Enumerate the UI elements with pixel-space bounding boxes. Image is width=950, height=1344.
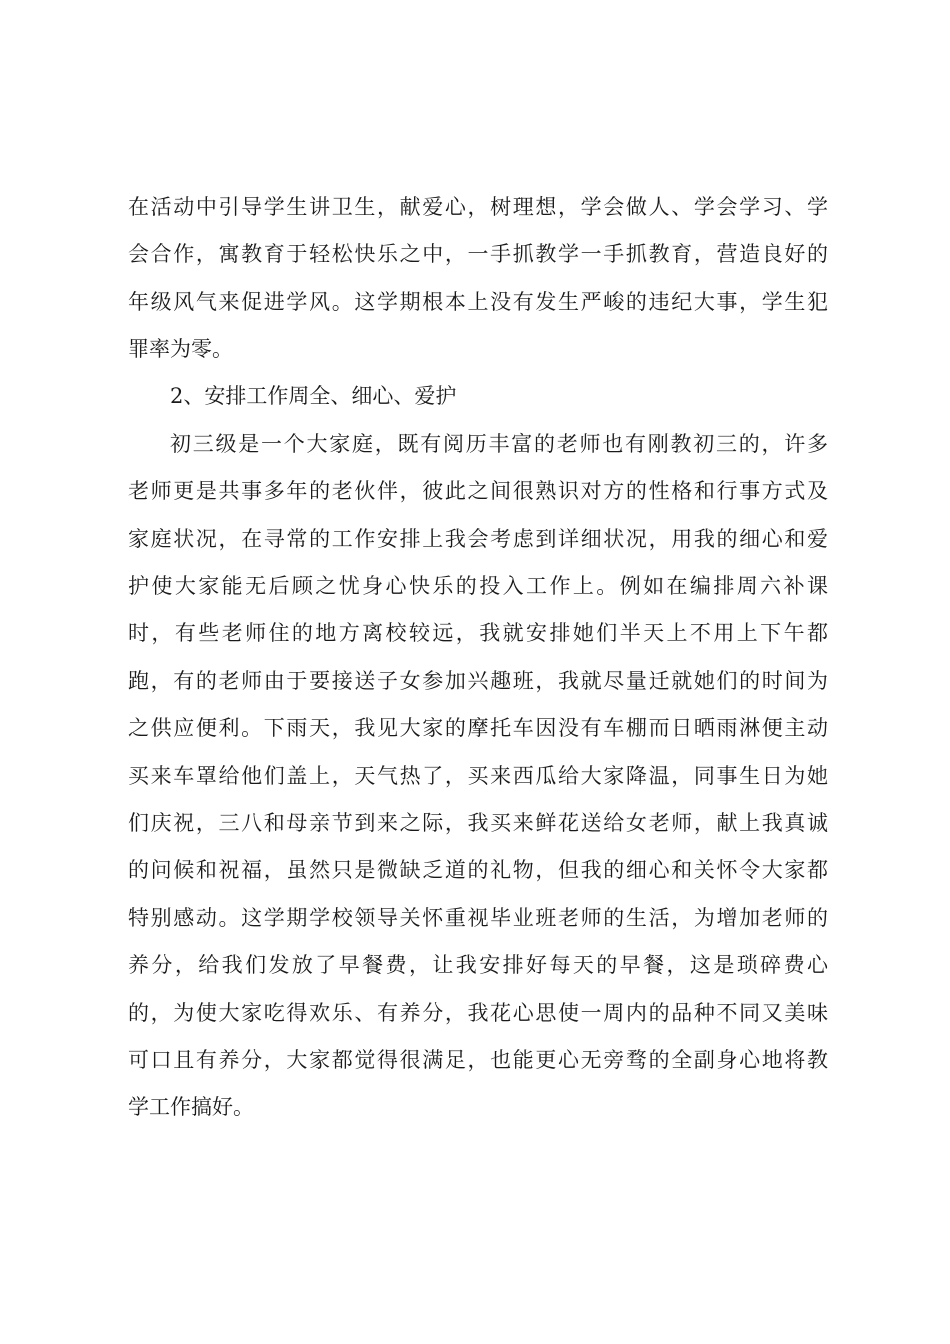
paragraph-3-line-5: 时，有些老师住的地方离校较远，我就安排她们半天上不用上下午都 — [128, 621, 828, 645]
paragraph-3-line-2: 老师更是共事多年的老伙伴，彼此之间很熟识对方的性格和行事方式及 — [128, 479, 828, 503]
paragraph-3-line-6: 跑，有的老师由于要接送子女参加兴趣班，我就尽量迁就她们的时间为 — [128, 669, 828, 693]
paragraph-3-line-14: 可口且有养分，大家都觉得很满足，也能更心无旁骛的全副身心地将教 — [128, 1048, 828, 1072]
paragraph-1-line-4: 罪率为零。 — [128, 337, 233, 361]
paragraph-3-line-1: 初三级是一个大家庭，既有阅历丰富的老师也有刚教初三的，许多 — [170, 432, 828, 456]
section-heading: 2、安排工作周全、细心、爱护 — [170, 384, 457, 408]
paragraph-3-line-13: 的，为使大家吃得欢乐、有养分，我花心思使一周内的品种不同又美味 — [128, 1001, 828, 1025]
paragraph-1-line-1: 在活动中引导学生讲卫生，献爱心，树理想，学会做人、学会学习、学 — [128, 195, 828, 219]
paragraph-3-line-10: 的问候和祝福，虽然只是微缺乏道的礼物，但我的细心和关怀令大家都 — [128, 858, 828, 882]
paragraph-3-line-7: 之供应便利。下雨天，我见大家的摩托车因没有车棚而日晒雨淋便主动 — [128, 716, 828, 740]
paragraph-3-line-12: 养分，给我们发放了早餐费，让我安排好每天的早餐，这是琐碎费心 — [128, 953, 828, 977]
paragraph-3-line-4: 护使大家能无后顾之忧身心快乐的投入工作上。例如在编排周六补课 — [128, 574, 828, 598]
paragraph-3-line-8: 买来车罩给他们盖上，天气热了，买来西瓜给大家降温，同事生日为她 — [128, 764, 828, 788]
paragraph-1-line-3: 年级风气来促进学风。这学期根本上没有发生严峻的违纪大事，学生犯 — [128, 290, 828, 314]
paragraph-3-line-3: 家庭状况，在寻常的工作安排上我会考虑到详细状况，用我的细心和爱 — [128, 527, 828, 551]
paragraph-3-line-11: 特别感动。这学期学校领导关怀重视毕业班老师的生活，为增加老师的 — [128, 906, 828, 930]
paragraph-3-line-15: 学工作搞好。 — [128, 1095, 254, 1119]
paragraph-3-line-9: 们庆祝，三八和母亲节到来之际，我买来鲜花送给女老师，献上我真诚 — [128, 811, 828, 835]
paragraph-1-line-2: 会合作，寓教育于轻松快乐之中，一手抓教学一手抓教育，营造良好的 — [128, 242, 828, 266]
